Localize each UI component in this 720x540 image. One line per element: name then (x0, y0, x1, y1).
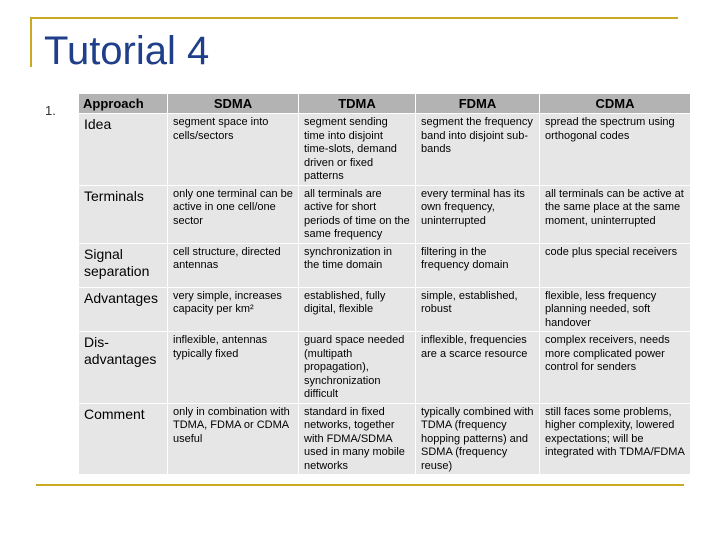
row-label-idea: Idea (79, 114, 168, 186)
table-row (79, 332, 691, 404)
header-tdma: TDMA (299, 94, 416, 114)
row-label-signal-separation: Signal separation (79, 243, 168, 287)
table-cell: standard in fixed networks, together with FDMA/SDMA used in many mobile networks (299, 403, 416, 475)
list-item-number: 1. (45, 103, 56, 118)
table-cell: spread the spectrum using orthogonal codes (540, 114, 691, 186)
table-cell: synchronization in the time domain (299, 243, 416, 287)
top-accent-line (30, 17, 678, 19)
row-label-disadvantages: Dis-advantages (79, 332, 168, 404)
header-approach: Approach (79, 94, 168, 114)
table-cell: very simple, increases capacity per km² (168, 287, 299, 332)
table-cell: all terminals can be active at the same place at the same moment, uninterrupted (540, 185, 691, 243)
header-fdma: FDMA (416, 94, 540, 114)
table-cell: segment the frequency band into disjoint sub-bands (416, 114, 540, 186)
table-cell: simple, established, robust (416, 287, 540, 332)
table-row (79, 287, 691, 332)
table-cell: segment space into cells/sectors (168, 114, 299, 186)
table-cell: typically combined with TDMA (frequency hopping patterns) and SDMA (frequency reuse) (416, 403, 540, 475)
table-row (79, 114, 691, 186)
table-cell: filtering in the frequency domain (416, 243, 540, 287)
row-label-advantages: Advantages (79, 287, 168, 332)
table-cell: segment sending time into disjoint time-slots, demand driven or fixed patterns (299, 114, 416, 186)
header-sdma: SDMA (168, 94, 299, 114)
table-cell: guard space needed (multipath propagation), synchronization difficult (299, 332, 416, 404)
header-cdma: CDMA (540, 94, 691, 114)
table-cell: inflexible, antennas typically fixed (168, 332, 299, 404)
table-row (79, 185, 691, 243)
table-cell: established, fully digital, flexible (299, 287, 416, 332)
table-cell: all terminals are active for short periods of time on the same frequency (299, 185, 416, 243)
table-row (79, 403, 691, 475)
row-label-terminals: Terminals (79, 185, 168, 243)
table-cell: cell structure, directed antennas (168, 243, 299, 287)
table-cell: still faces some problems, higher complexity, lowered expectations; will be integrated with TDMA/FDMA (540, 403, 691, 475)
table-cell: code plus special receivers (540, 243, 691, 287)
table-cell: only one terminal can be active in one cell/one sector (168, 185, 299, 243)
table-cell: flexible, less frequency planning needed, soft handover (540, 287, 691, 332)
table-header-row (79, 94, 691, 114)
left-accent-line (30, 17, 32, 67)
bottom-accent-line (36, 484, 684, 486)
table-cell: only in combination with TDMA, FDMA or CDMA useful (168, 403, 299, 475)
table-cell: inflexible, frequencies are a scarce resource (416, 332, 540, 404)
table-cell: every terminal has its own frequency, uninterrupted (416, 185, 540, 243)
table-cell: complex receivers, needs more complicated power control for senders (540, 332, 691, 404)
row-label-comment: Comment (79, 403, 168, 475)
slide-title: Tutorial 4 (44, 29, 210, 73)
multiplexing-comparison-table (78, 93, 691, 475)
table-row (79, 243, 691, 287)
